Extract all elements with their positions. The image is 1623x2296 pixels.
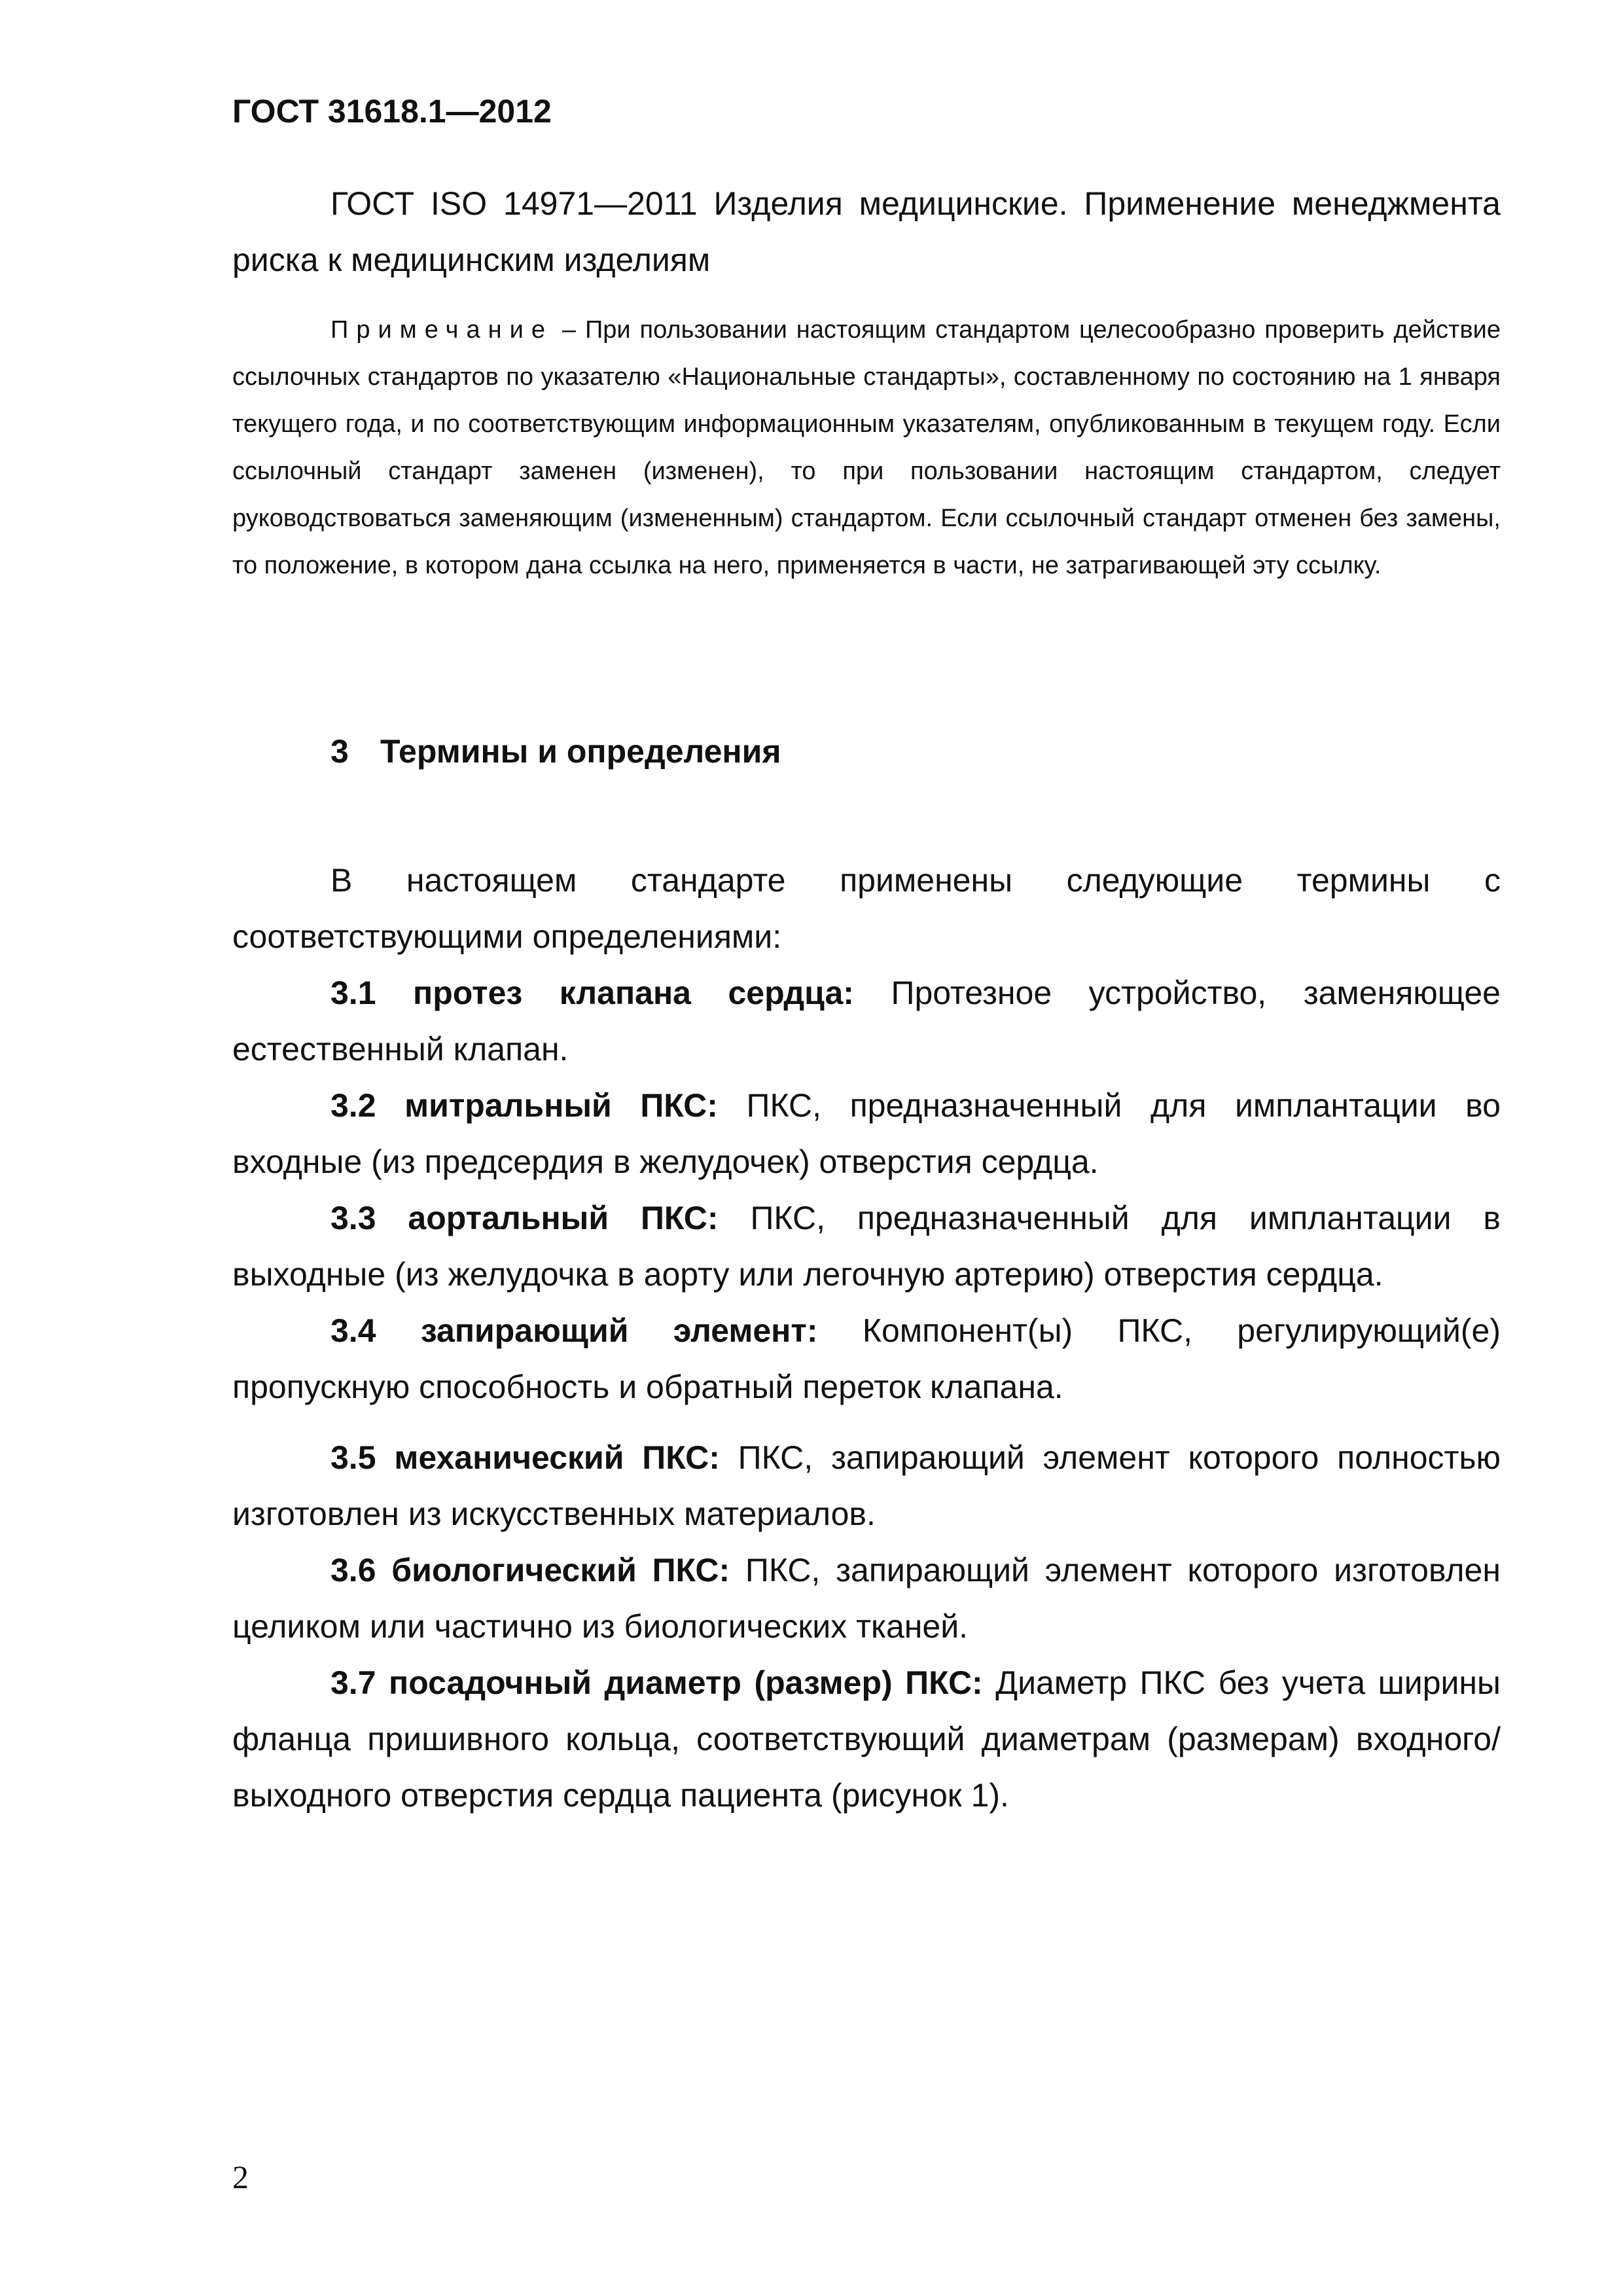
term-3-2 [232,1077,1501,1190]
term-definition: ПКС, предназначенный для имплантации в выходные (из желудочка в аорту или легочную артерию) отверстия сердца. [232,1200,1501,1293]
term-number: 3.3 [330,1200,376,1236]
term-number: 3.6 [330,1552,376,1588]
term-definition: ПКС, запирающий элемент которого изготовлен целиком или частично из биологических тканей. [232,1552,1501,1645]
note-label: Примечание [330,316,553,344]
term-name: биологический ПКС: [391,1552,730,1588]
term-3-6 [232,1542,1501,1655]
term-name: запирающий элемент: [420,1312,818,1349]
note-text: – При пользовании настоящим стандартом целесообразно проверить действие ссылочных стандартов по указателю «Национальные стандарты», составленному по состоянию на 1 января текущего года, и по соответствующим информационным указателям, опубликованным в текущем году. Если ссылочный стандарт заменен (изменен), то при пользовании настоящим стандартом, следует руководствоваться заменяющим (измененным) стандартом. Если ссылочный стандарт отменен без замены, то положение, в котором дана ссылка на него, применяется в части, не затрагивающей эту ссылку. [232,316,1501,579]
term-name: аортальный ПКС: [408,1200,719,1236]
term-definition: ПКС, запирающий элемент которого полностью изготовлен из искусственных материалов. [232,1439,1501,1532]
term-definition: Диаметр ПКС без учета ширины фланца пришивного кольца, соответствующий диаметрам (размерам) входного/выходного отверстия сердца пациента (рисунок 1). [232,1664,1501,1814]
term-definition: Протезное устройство, заменяющее естественный клапан. [232,975,1501,1067]
page-number: 2 [232,2159,249,2195]
section-intro: В настоящем стандарте применены следующие термины с соответствующими определениями: [232,862,1501,955]
term-definition: ПКС, предназначенный для имплантации во входные (из предсердия в желудочек) отверстия сердца. [232,1087,1501,1180]
term-definition: Компонент(ы) ПКС, регулирующий(е) пропускную способность и обратный переток клапана. [232,1312,1501,1405]
term-number: 3.2 [330,1087,376,1124]
section-number: 3 [330,733,349,770]
term-name: механический ПКС: [394,1439,720,1476]
term-name: протез клапана сердца: [413,975,854,1011]
term-number: 3.1 [330,975,376,1011]
term-3-5 [232,1429,1501,1542]
term-3-7 [232,1655,1501,1823]
term-3-3 [232,1190,1501,1302]
section-heading [330,725,781,778]
term-3-4 [232,1302,1501,1415]
term-name: митральный ПКС: [404,1087,718,1124]
term-3-1 [232,965,1501,1077]
term-number: 3.5 [330,1439,376,1476]
term-name: посадочный диаметр (размер) ПКС: [389,1664,983,1701]
document-header: ГОСТ 31618.1—2012 [232,93,552,130]
term-number: 3.4 [330,1312,376,1349]
normative-reference: ГОСТ ISO 14971—2011 Изделия медицинские. Применение менеджмента риска к медицинским изделиям [232,185,1501,278]
term-number: 3.7 [330,1664,376,1701]
section-title: Термины и определения [380,733,781,770]
note-paragraph [232,306,1501,589]
